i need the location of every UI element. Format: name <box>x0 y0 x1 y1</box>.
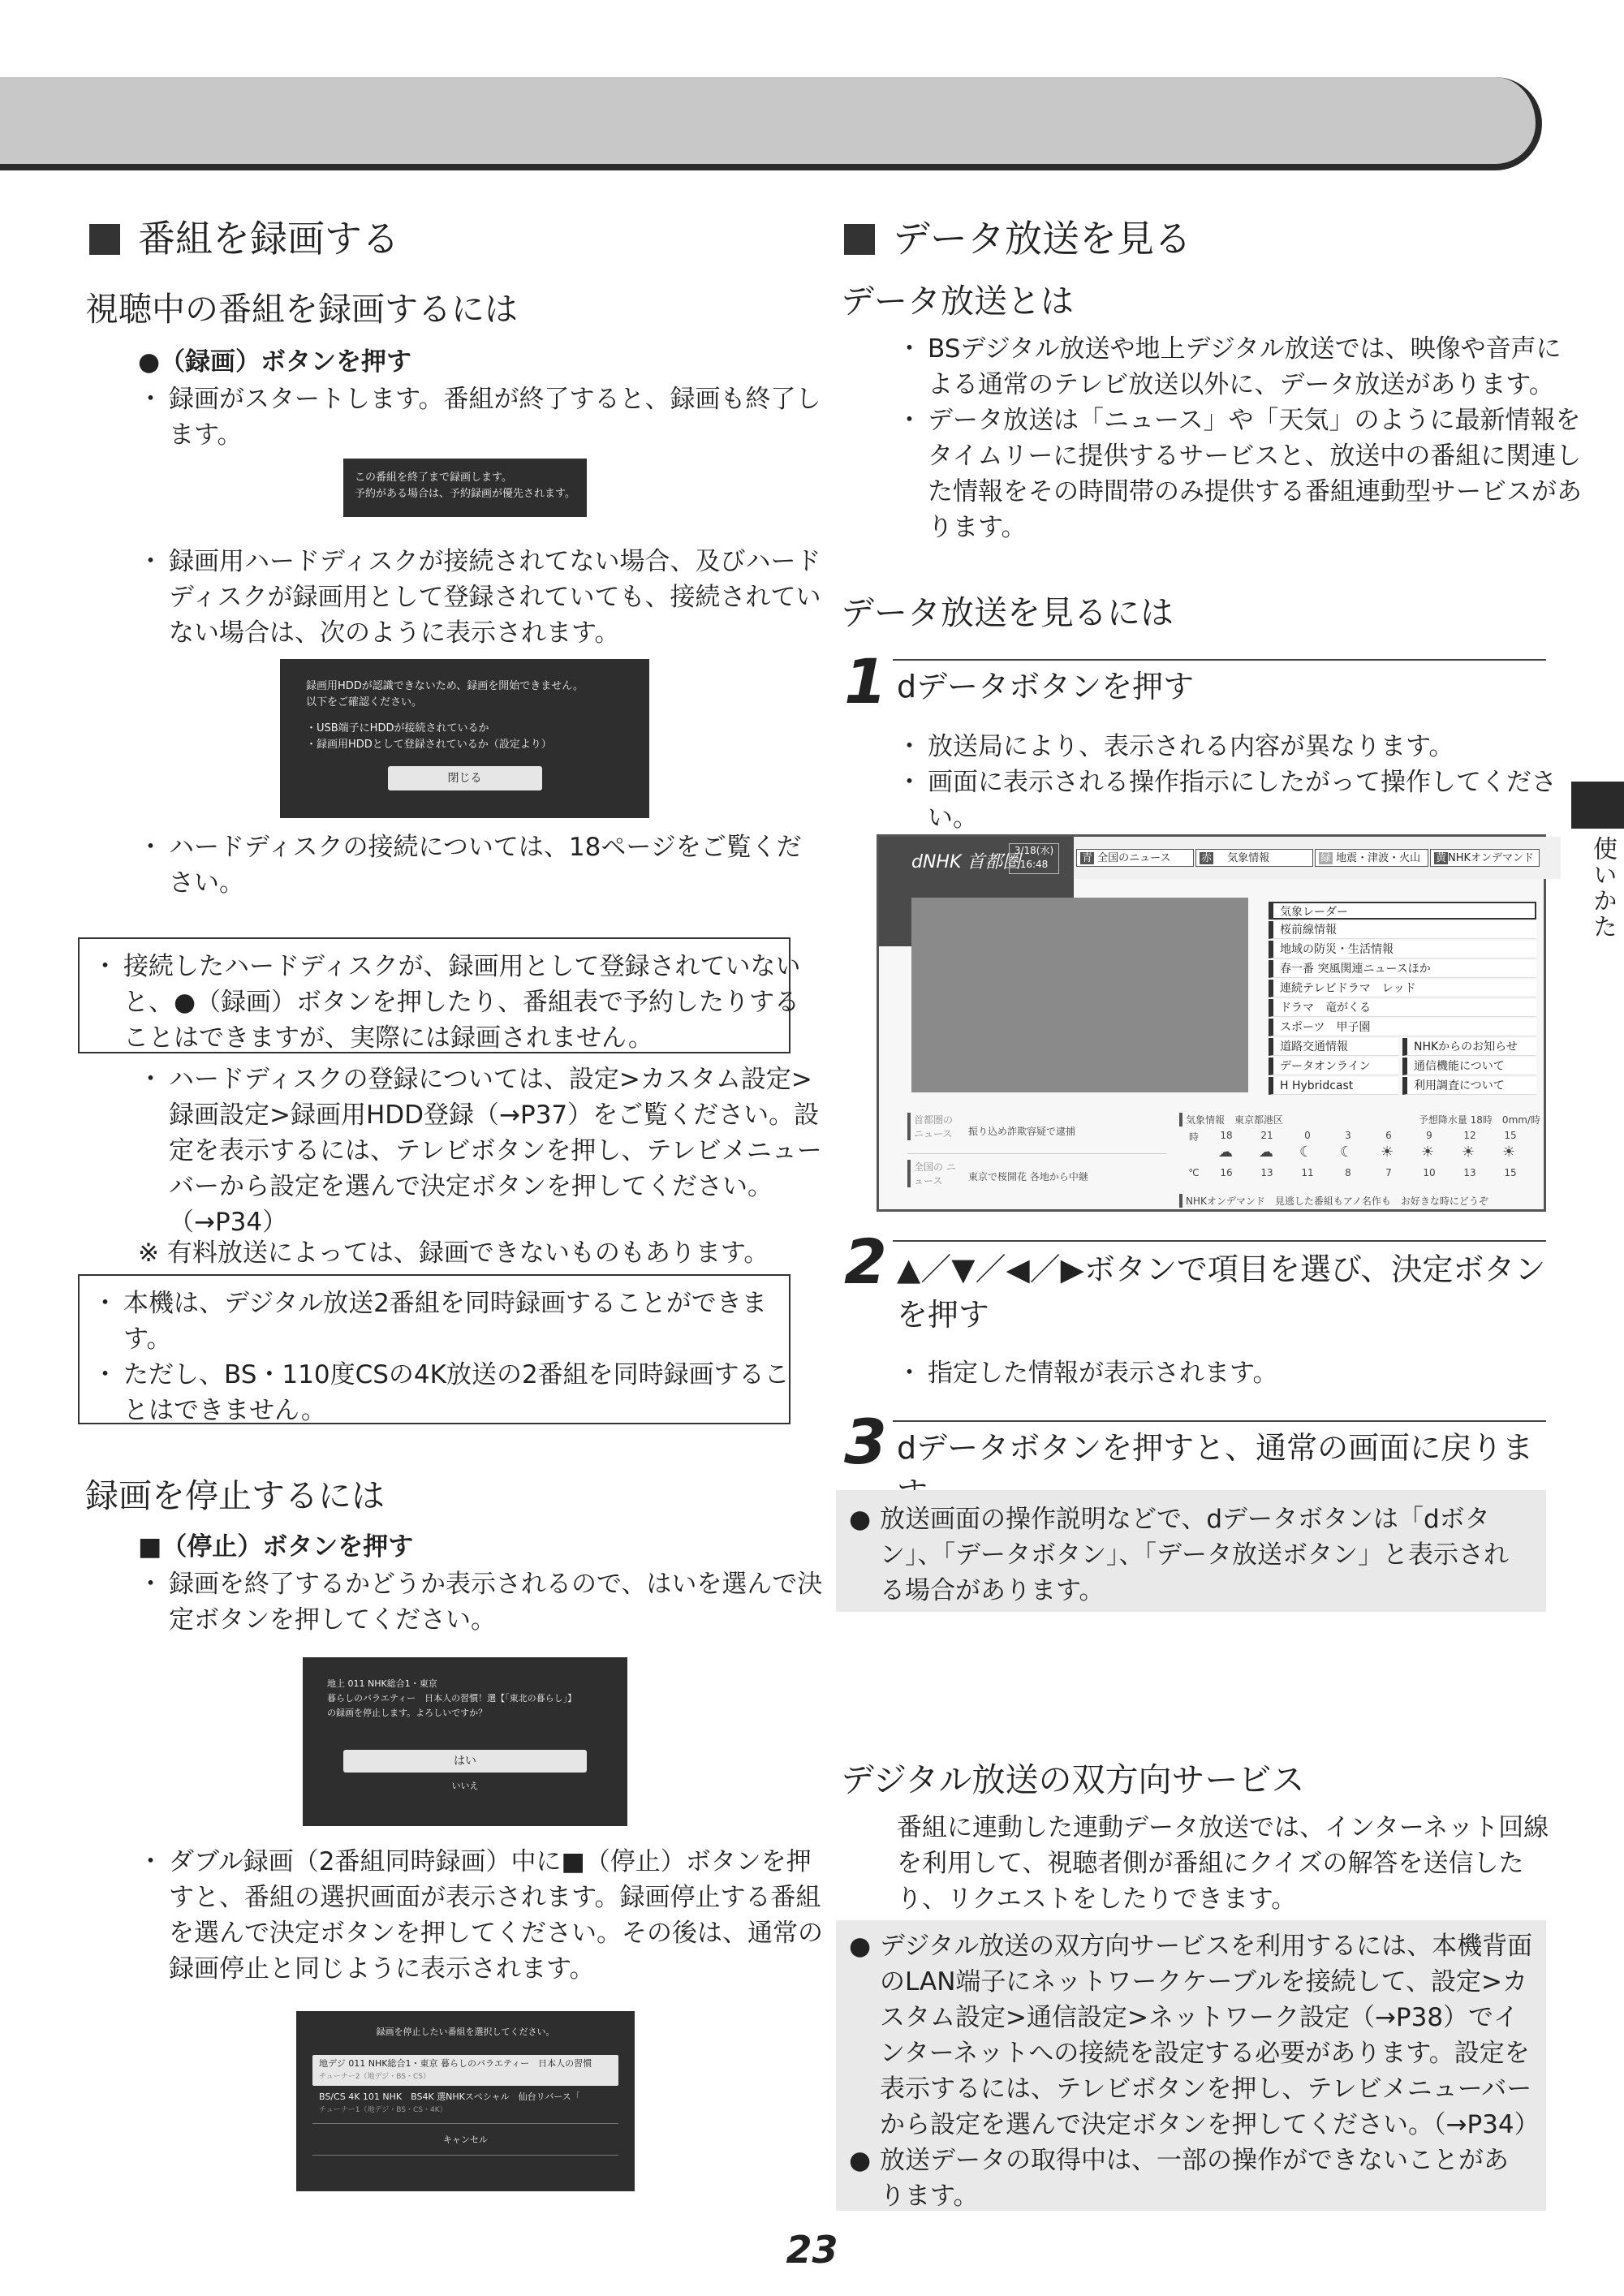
weather-temp-label: ℃ <box>1188 1167 1200 1178</box>
rec-start-heading: 視聴中の番組を録画するには <box>85 290 518 329</box>
weather-hour: 18 <box>1220 1130 1233 1141</box>
note-paid-broadcast: ※ 有料放送によっては、録画できないものもあります。 <box>138 1238 769 1268</box>
rec-start-step: ●（録画）ボタンを押す <box>138 347 412 377</box>
step2-number: 2 <box>844 1226 887 1298</box>
step2-rule <box>893 1240 1546 1242</box>
side-tab-label: 使いかた <box>1588 836 1617 940</box>
step3-rule <box>893 1420 1546 1422</box>
weather-temp: 10 <box>1423 1167 1436 1178</box>
dtv-menu-item-5[interactable]: ドラマ 竜がくる <box>1269 999 1536 1017</box>
dtv-menu-item-2[interactable]: 地域の防災・生活情報 <box>1269 941 1536 958</box>
data-broadcast-screen <box>877 834 1546 1212</box>
cancel-button[interactable]: キャンセル <box>443 2134 488 2145</box>
moon-icon: ☾ <box>1299 1144 1313 1161</box>
data-about-bullet1: ・ BSデジタル放送や地上デジタル放送では、映像や音声による通常のテレビ放送以外に、データ放送があります。 <box>897 331 1585 403</box>
cloud-icon: ☁ <box>1259 1144 1273 1161</box>
dtv-menu-left-0[interactable]: 道路交通情報 <box>1269 1038 1398 1056</box>
cloud-icon: ☁ <box>1218 1144 1233 1161</box>
weather-temp: 8 <box>1345 1167 1351 1178</box>
interactive-notes: ● デジタル放送の双方向サービスを利用するには、本機背面のLAN端子にネットワークケーブルを接続して、設定>カスタム設定>通信設定>ネットワーク設定（→P38）でインターネットへの接続を設定する必要があります。設定を表示するには、テレビボタンを押し、テレビメニューバーから設定を選んで決定ボタンを押してください。（→P34） ● 放送データの取得中は、一部の操作ができないことがあります。 <box>836 1920 1546 2211</box>
data-about-bullet2: ・ データ放送は「ニュース」や「天気」のように最新情報をタイムリーに提供するサービスと、放送中の番組に関連した情報をその時間帯のみ提供する番組連動型サービスがあります。 <box>897 403 1585 545</box>
dtv-clock: 3/18(水) 16:48 <box>1009 843 1059 874</box>
weather-temp: 15 <box>1504 1167 1517 1178</box>
dtv-menu-right-0[interactable]: NHKからのお知らせ <box>1402 1038 1536 1056</box>
sun-icon: ☀ <box>1421 1144 1435 1161</box>
dtv-menu-item-4[interactable]: 連続テレビドラマ レッド <box>1269 980 1536 997</box>
sun-icon: ☀ <box>1502 1144 1516 1161</box>
dtv-news-metro[interactable]: 首都圏の ニュース 振り込め詐欺容疑で逮捕 <box>907 1113 1167 1154</box>
sun-icon: ☀ <box>1381 1144 1394 1161</box>
no-button[interactable]: いいえ <box>451 1781 479 1791</box>
header-band <box>0 77 1542 170</box>
weather-hour: 0 <box>1304 1130 1311 1141</box>
dtv-menu-left-2[interactable]: H Hybridcast <box>1269 1077 1398 1095</box>
square-icon <box>89 224 120 255</box>
interactive-heading: デジタル放送の双方向サービス <box>841 1760 1305 1799</box>
stop-item-2[interactable]: BS/CS 4K 101 NHK BS4K 選NHKスペシャル 仙台リバース「 チューナー1（地デジ・BS・CS・4K） <box>319 2091 580 2114</box>
data-about-heading: データ放送とは <box>841 282 1074 321</box>
screen-select-stop: 録画を停止したい番組を選択してください。 地デジ 011 NHK総合1・東京 暮らしのバラエティー 日本人の習慣 チューナー2（地デジ・BS・CS） BS/CS 4K 101 NHK BS4K 選NHKスペシャル 仙台リバース「 チューナー1（地デジ・BS・CS・4K） キャンセル <box>296 2011 635 2191</box>
screen-hdd-error: 録画用HDDが認識できないため、録画を開始できません。 以下をご確認ください。 ・USB端子にHDDが接続されているか ・録画用HDDとして登録されているか（設定より） 閉じる <box>280 659 649 818</box>
dtv-tab-green[interactable]: 緑 地震・津波・火山 <box>1315 849 1428 867</box>
interactive-body: 番組に連動した連動データ放送では、インターネット回線を利用して、視聴者側が番組にクイズの解答を送信したり、リクエストをしたりできます。 <box>897 1813 1549 1914</box>
moon-icon: ☾ <box>1340 1144 1354 1161</box>
note-hdd-register-link: ・ ハードディスクの登録については、設定>カスタム設定>録画設定>録画用HDD登録（→P37）をご覧ください。設定を表示するには、テレビボタンを押し、テレビメニューバーから設定を選んで決定ボタンを押してください。（→P34） <box>138 1062 826 1240</box>
dtv-video-area <box>911 898 1248 1092</box>
dtv-tab-red[interactable]: 赤 気象情報 <box>1195 849 1313 867</box>
right-section-title: データ放送を見る <box>844 209 1558 263</box>
left-section-title: 番組を録画する <box>89 209 803 263</box>
dtv-menu-item-1[interactable]: 桜前線情報 <box>1269 921 1536 939</box>
rec-start-bullet1: ・ 録画がスタートします。番組が終了すると、録画も終了します。 <box>138 381 826 453</box>
data-button-note: ● 放送画面の操作説明などで、dデータボタンは「dボタン」、「データボタン」、「データ放送ボタン」と表示される場合があります。 <box>836 1490 1546 1612</box>
dtv-logo: dNHK 首都圏 <box>911 852 1021 872</box>
rec-start-bullet3: ・ ハードディスクの接続については、18ページをご覧ください。 <box>138 829 826 901</box>
dtv-menu-right-2[interactable]: 利用調査について <box>1402 1077 1536 1095</box>
close-button[interactable]: 閉じる <box>388 766 542 790</box>
dtv-tab-blue[interactable]: 青 全国のニュース <box>1076 849 1194 867</box>
weather-hour-label: 時 <box>1188 1131 1199 1143</box>
data-howto-heading: データ放送を見るには <box>841 593 1174 632</box>
step1-rule <box>893 659 1546 661</box>
weather-temp: 16 <box>1220 1167 1233 1178</box>
weather-temp: 11 <box>1301 1167 1314 1178</box>
step3-number: 3 <box>844 1406 887 1478</box>
dtv-menu-right-1[interactable]: 通信機能について <box>1402 1058 1536 1075</box>
weather-hour: 15 <box>1504 1130 1517 1141</box>
step1-bullet1: ・ 放送局により、表示される内容が異なります。 <box>897 729 1585 765</box>
weather-temp: 13 <box>1260 1167 1273 1178</box>
rec-start-bullet2: ・ 録画用ハードディスクが接続されてない場合、及びハードディスクが録画用として登録されていても、接続されていない場合は、次のように表示されます。 <box>138 544 826 651</box>
note-box-hdd-register: ・ 接続したハードディスクが、録画用として登録されていないと、●（録画）ボタンを押したり、番組表で予約したりすることはできますが、実際には録画されません。 <box>78 937 790 1053</box>
dtv-weather-panel[interactable]: 気象情報 東京都港区 予想降水量 18時 0mm/時 時 ℃ 18 ☁ 16 21 ☁ 13 0 ☾ 11 3 ☾ 8 6 ☀ 7 9 ☀ 10 12 ☀ 13 15 ☀ 15 <box>1179 1113 1540 1186</box>
step1-bullet2: ・ 画面に表示される操作指示にしたがって操作してください。 <box>897 765 1585 836</box>
dtv-menu-item-3[interactable]: 春一番 突風関連ニュースほか <box>1269 960 1536 978</box>
note-box-dual-rec: ・ 本機は、デジタル放送2番組を同時録画することができます。 ・ ただし、BS・110度CSの4K放送の2番組を同時録画することはできません。 <box>78 1274 790 1424</box>
dtv-menu-item-6[interactable]: スポーツ 甲子園 <box>1269 1019 1536 1036</box>
step1-number: 1 <box>844 645 887 717</box>
weather-hour: 6 <box>1385 1130 1392 1141</box>
screen-stop-confirm: 地上 011 NHK総合1・東京 暮らしのバラエティー 日本人の習慣！選【「東北の暮らし」】 の録画を停止します。よろしいですか？ はい いいえ <box>303 1657 627 1826</box>
rec-stop-step: ■（停止）ボタンを押す <box>138 1532 414 1562</box>
dtv-news-national[interactable]: 全国の ニュース 東京で桜開花 各地から中継 <box>907 1160 1167 1192</box>
weather-hour: 12 <box>1463 1130 1476 1141</box>
dtv-tab-yellow[interactable]: 黄 NHKオンデマンド <box>1430 849 1540 867</box>
weather-hour: 21 <box>1260 1130 1273 1141</box>
sun-icon: ☀ <box>1462 1144 1475 1161</box>
stop-item-1[interactable]: 地デジ 011 NHK総合1・東京 暮らしのバラエティー 日本人の習慣 チューナー2（地デジ・BS・CS） <box>312 2055 618 2086</box>
step2-bullet1: ・ 指定した情報が表示されます。 <box>897 1355 1585 1391</box>
weather-hour: 9 <box>1426 1130 1432 1141</box>
rec-stop-bullet2: ・ ダブル録画（2番組同時録画）中に■（停止）ボタンを押すと、番組の選択画面が表示されます。録画停止する番組を選んで決定ボタンを押してください。その後は、通常の録画停止と同じように表示されます。 <box>138 1844 826 1987</box>
weather-temp: 13 <box>1463 1167 1476 1178</box>
screen-rec-confirm: この番組を終了まで録画します。 予約がある場合は、予約録画が優先されます。 <box>343 459 587 517</box>
page-number: 23 <box>786 2228 838 2272</box>
step2-text: ▲／▼／◀／▶ボタンで項目を選び、決定ボタンを押す <box>897 1251 1546 1333</box>
weather-temp: 7 <box>1385 1167 1392 1178</box>
dtv-menu-item-0[interactable]: 気象レーダー <box>1269 902 1536 920</box>
dtv-ondemand-banner[interactable]: NHKオンデマンド 見逃した番組もアノ名作も お好きな時にどうぞ <box>1179 1194 1540 1208</box>
rec-stop-heading: 録画を停止するには <box>85 1476 385 1515</box>
rec-stop-bullet1: ・ 録画を終了するかどうか表示されるので、はいを選んで決定ボタンを押してください。 <box>138 1566 826 1638</box>
dtv-menu-left-1[interactable]: データオンライン <box>1269 1058 1398 1075</box>
yes-button[interactable]: はい <box>343 1750 587 1773</box>
square-icon <box>844 224 875 255</box>
step3-text: dデータボタンを押すと、通常の画面に戻りま <box>897 1430 1534 1466</box>
weather-hour: 3 <box>1345 1130 1351 1141</box>
step1-text: dデータボタンを押す <box>897 669 1195 704</box>
